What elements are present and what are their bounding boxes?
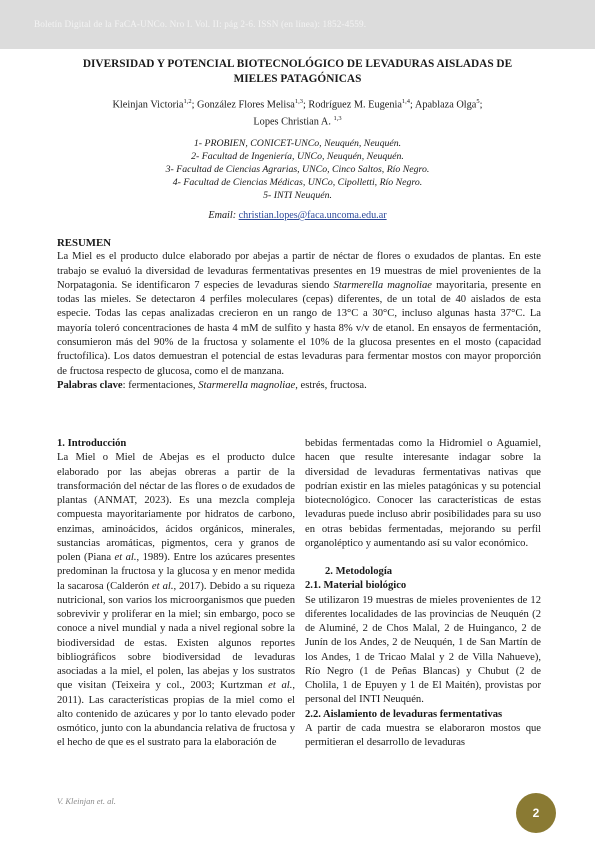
author-affil: 5 (476, 98, 480, 105)
author-affil: 1,3 (333, 114, 342, 122)
intro-heading: 1. Introducción (57, 438, 127, 449)
right-column (305, 437, 541, 750)
abstract-heading: RESUMEN (57, 237, 111, 249)
methods-text: Se utilizaron 19 muestras de mieles provenientes de 12 diferentes localidades de las provincias de Neuquén (2 de Aluminé, 2 de Chos Malal, 2 de Huinganco, 2 de Junín de los Andes, 2 de Neuquén, 1 de San Martín de los Andes, 1 de Tricao Malal y 2 de Villa Nahueve), Río Negro (1 de Peñas Blancas) y Chubut (2 de Cholila, 1 de Epuyen y 1 de El Maitén), provistas por personal del INTI Neuquén. (305, 594, 541, 706)
journal-header-bar (0, 0, 595, 49)
author-name: Rodríguez M. Eugenia (308, 99, 402, 111)
paper-title (40, 57, 555, 86)
author-name: González Flores Melisa (197, 99, 295, 111)
subsection-heading: 2.2. Aislamiento de levaduras fermentativas (305, 708, 503, 720)
affiliation-item: 1- PROBIEN, CONICET-UNCo, Neuquén, Neuquén. (193, 138, 402, 149)
keywords: Palabras clave: fermentaciones, Starmerella magnoliae, estrés, fructosa. (57, 379, 367, 391)
footer-author: V. Kleinjan et. al. (57, 796, 116, 806)
email-link[interactable]: christian.lopes@faca.uncoma.edu.ar (238, 210, 387, 221)
affiliation-item: 4- Facultad de Ciencias Médicas, UNCo, Cipolletti, Río Negro. (172, 177, 423, 188)
affiliation-item: 3- Facultad de Ciencias Agrarias, UNCo, Cinco Saltos, Río Negro. (165, 164, 430, 175)
author-name: Lopes Christian A. (253, 116, 331, 128)
methods-heading: 2. Metodología (325, 566, 393, 577)
affiliations (120, 137, 475, 202)
methods-text: A partir de cada muestra se elaboraron mostos que permitieran el desarrollo de levaduras (305, 722, 541, 748)
affiliation-item: 5- INTI Neuquén. (263, 190, 332, 201)
subsection-heading: 2.1. Material biológico (305, 580, 407, 592)
intro-text: La Miel o Miel de Abejas es el producto dulce elaborado por las abejas obreras a partir de la transformación del néctar de las flores o de exudados de plantas (ANMAT, 2023). Es una mezcla compleja compuesta mayoritariamente por hidratos de carbono, enzimas, aminoácidos, ácidos orgánicos, minerales, sustancias aromáticas, pigmentos, cera y granos de polen (Piana et al., 1989). Entre los azúcares presentes predominan la fructosa y la glucosa y en menor medida la sacarosa (Calderón et al., 2017). Debido a su riqueza nutricional, son varios los microorganismos que pueden sobrevivir y proliferar en la miel; sin embargo, poco se conoce a nivel mundial y nada a nivel regional sobre la biodiversidad de estas. Existen algunos reportes bibliográficos sobre biodiversidad de levaduras asociadas a la miel, el polen, las abejas y los sustratos que visitan (Teixeira y col., 2003; Kurtzman et al., 2011). Las características propias de la miel como el alto contenido de azúcares y por lo tanto elevado poder osmótico, junto con la abundancia relativa de fructosa y el hecho de que es el sustrato para la elaboración de (57, 452, 296, 749)
journal-citation: Boletín Digital de la FaCA-UNCo. Nro I. Vol. II: pág 2-6. ISSN (en línea): 1852-4559. (34, 19, 367, 29)
author-name: Kleinjan Victoria (112, 99, 184, 111)
email-label: Email: (208, 210, 237, 221)
author-affil: 1,2 (183, 98, 192, 105)
author-affil: 1,3 (294, 98, 303, 105)
intro-continuation: bebidas fermentadas como la Hidromiel o Aguamiel, hacen que resulte interesante indagar sobre la diversidad de levaduras fermentativas nativas que podrían existir en las mieles patagónicas y su potencial biotecnológico. Conocer las características de estas levaduras puede incluso abrir posibilidades para su uso en otras bebidas fermentadas, mejorando su perfil organoléptico y aumentando así su valor económico. (305, 438, 541, 549)
contact-email (60, 210, 535, 221)
left-column (57, 437, 295, 751)
affiliation-item: 2- Facultad de Ingeniería, UNCo, Neuquén, Neuquén. (191, 151, 404, 162)
title-line-1: DIVERSIDAD Y POTENCIAL BIOTECNOLÓGICO DE LEVADURAS AISLADAS DE (82, 58, 513, 70)
abstract-text: La Miel es el producto dulce elaborado por abejas a partir de néctar de flores o exudados de plantas. En este trabajo se evaluó la diversidad de levaduras fermentativas presentes en 19 muestras de miel provenientes de la Norpatagonia. Se identificaron 7 especies de levaduras siendo Starmerella magnoliae mayoritaria, presente en todas las mieles. Se detectaron 4 perfiles moleculares (cepas) diferentes, de un total de 40 aislados de esta especie. Todas las cepas analizadas crecieron en un rango de 13°C a 30°C, incluso algunas hasta 37°C. La mayoría toleró concentraciones de hasta 4 mM de sulfito y hasta 8% v/v de etanol. En ensayos de fermentación, consumieron más del 90% de la fructosa y solamente el 10% de la glucosa presentes en el mosto (capacidad fructofílica). Los datos demuestran el potencial de estas levaduras para fermentar mostos con mayor proporción de fructosa respecto de glucosa, como el de manzana. (57, 251, 542, 377)
title-line-2: MIELES PATAGÓNICAS (233, 72, 362, 85)
page-number-badge: 2 (516, 793, 556, 833)
author-affil: 1,4 (401, 98, 411, 105)
abstract-section (57, 236, 541, 393)
author-name: Apablaza Olga (414, 99, 477, 111)
author-list: Kleinjan Victoria$^{1,2}$; González Flores Melisa$^{1,3}$; Rodríguez M. Eugenia$^{1,4}$; Apablaza Olga$^5$; Lopes Christian A. $^{1,3}$ (112, 98, 483, 128)
